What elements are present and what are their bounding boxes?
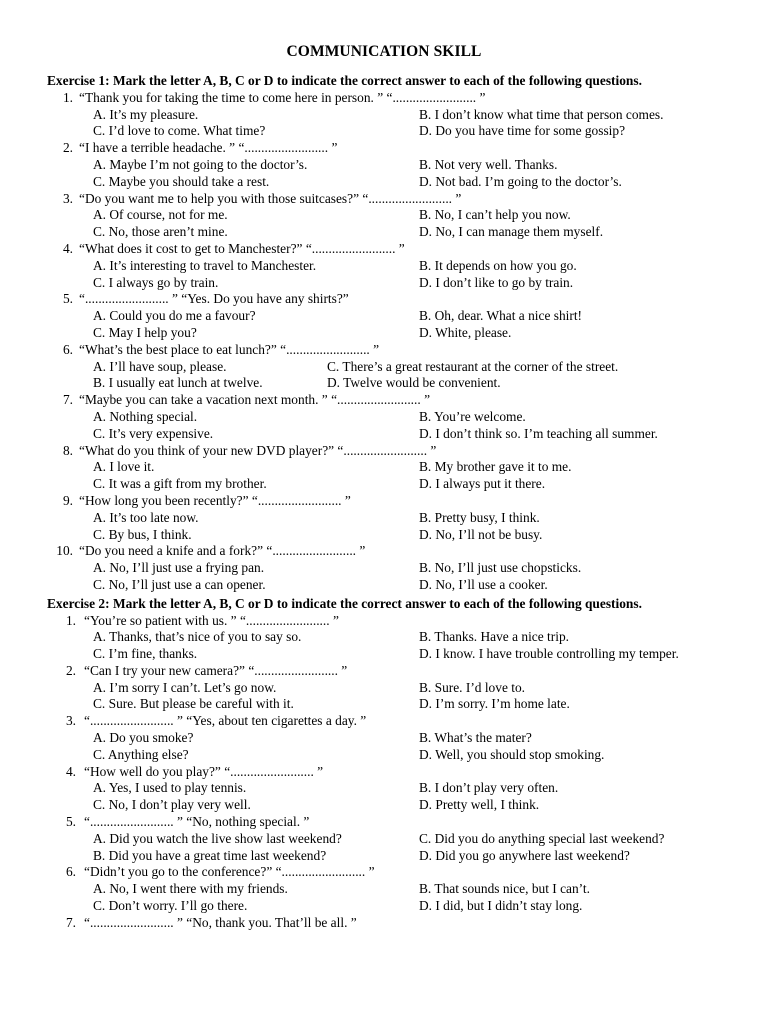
answer-option: D. White, please.: [419, 324, 512, 340]
question-line: [47, 543, 721, 560]
option-row: [47, 797, 721, 814]
question-number: 3.: [62, 190, 73, 206]
answer-option: C. By bus, I think.: [93, 526, 192, 542]
question-text: “......................... ” “No, nothing special. ”: [84, 814, 310, 830]
answer-option: C. No, I’ll just use a can opener.: [93, 576, 266, 592]
question-item: [47, 493, 721, 543]
option-row: [47, 577, 721, 594]
exercise-heading: Exercise 2: Mark the letter A, B, C or D to indicate the correct answer to each of the following questions.: [47, 595, 642, 611]
option-row: [47, 848, 721, 865]
answer-option: C. I always go by train.: [93, 274, 219, 290]
answer-option: A. Could you do me a favour?: [93, 308, 256, 324]
question-line: [47, 493, 721, 510]
option-row: [47, 527, 721, 544]
question-line: [47, 392, 721, 409]
option-row: [47, 275, 721, 292]
option-row: [47, 426, 721, 443]
question-item: [47, 713, 721, 763]
answer-option: A. Do you smoke?: [93, 730, 194, 746]
question-text: “How long you been recently?” “......................... ”: [79, 492, 351, 508]
answer-option: A. It’s too late now.: [93, 509, 199, 525]
option-row: [47, 730, 721, 747]
question-text: “Can I try your new camera?” “......................... ”: [84, 662, 348, 678]
answer-option: B. Did you have a great time last weekend?: [93, 847, 327, 863]
answer-option: D. Do you have time for some gossip?: [419, 123, 626, 139]
question-number: 8.: [62, 442, 73, 458]
question-number: 6.: [62, 341, 73, 357]
answer-option: A. Yes, I used to play tennis.: [93, 780, 247, 796]
question-text: “You’re so patient with us. ” “......................... ”: [84, 612, 339, 628]
option-row: [47, 476, 721, 493]
question-text: “Didn’t you go to the conference?” “......................... ”: [84, 864, 375, 880]
answer-option: B. Sure. I’d love to.: [419, 679, 525, 695]
question-text: “......................... ” “Yes. Do you have any shirts?”: [79, 291, 349, 307]
answer-option: A. It’s my pleasure.: [93, 106, 199, 122]
exercises-container: [47, 73, 721, 932]
answer-option: C. No, those aren’t mine.: [93, 224, 228, 240]
question-item: [47, 90, 721, 140]
answer-option: B. No, I can’t help you now.: [419, 207, 571, 223]
question-item: [47, 392, 721, 442]
question-number: 3.: [65, 713, 76, 729]
question-number: 7.: [65, 914, 76, 930]
question-item: [47, 613, 721, 663]
answer-option: A. Of course, not for me.: [93, 207, 228, 223]
answer-option: D. Pretty well, I think.: [419, 797, 540, 813]
question-number: 7.: [62, 392, 73, 408]
question-number: 10.: [56, 543, 73, 559]
option-row: [47, 107, 721, 124]
option-row: [47, 157, 721, 174]
question-line: [47, 291, 721, 308]
option-row: [47, 308, 721, 325]
option-row: [47, 459, 721, 476]
option-row: [47, 898, 721, 915]
answer-option: D. Not bad. I’m going to the doctor’s.: [419, 173, 622, 189]
question-number: 9.: [62, 492, 73, 508]
question-line: [47, 663, 721, 680]
answer-option: D. I always put it there.: [419, 476, 546, 492]
question-item: [47, 291, 721, 341]
question-number: 4.: [65, 763, 76, 779]
answer-option: C. I’m fine, thanks.: [93, 646, 198, 662]
option-row: [47, 258, 721, 275]
answer-option: B. Oh, dear. What a nice shirt!: [419, 308, 582, 324]
question-text: “Maybe you can take a vacation next month. ” “......................... ”: [79, 392, 431, 408]
question-text: “......................... ” “Yes, about ten cigarettes a day. ”: [84, 713, 367, 729]
answer-option: A. Thanks, that’s nice of you to say so.: [93, 629, 302, 645]
option-row: [47, 747, 721, 764]
answer-option: D. I don’t think so. I’m teaching all summer.: [419, 425, 658, 441]
answer-option: C. It was a gift from my brother.: [93, 476, 267, 492]
question-number: 6.: [65, 864, 76, 880]
answer-option: B. My brother gave it to me.: [419, 459, 572, 475]
exercise-1: [47, 73, 721, 594]
option-row: [47, 510, 721, 527]
answer-option: C. Sure. But please be careful with it.: [93, 696, 294, 712]
answer-option: B. Thanks. Have a nice trip.: [419, 629, 569, 645]
answer-option: A. I love it.: [93, 459, 155, 475]
answer-option: C. May I help you?: [93, 324, 197, 340]
answer-option: D. Did you go anywhere last weekend?: [419, 847, 630, 863]
question-text: “What do you think of your new DVD player?” “......................... ”: [79, 442, 437, 458]
question-text: “How well do you play?” “......................... ”: [84, 763, 324, 779]
question-text: “What’s the best place to eat lunch?” “......................... ”: [79, 341, 380, 357]
answer-option: B. That sounds nice, but I can’t.: [419, 881, 590, 897]
answer-option: B. I usually eat lunch at twelve.: [93, 375, 263, 391]
option-row: [47, 174, 721, 191]
answer-option: D. I’m sorry. I’m home late.: [419, 696, 570, 712]
answer-option: D. I know. I have trouble controlling my temper.: [419, 646, 679, 662]
question-line: [47, 443, 721, 460]
page-title: COMMUNICATION SKILL: [286, 43, 482, 60]
question-line: [47, 814, 721, 831]
question-number: 1.: [65, 612, 76, 628]
answer-option: C. Don’t worry. I’ll go there.: [93, 898, 248, 914]
question-item: [47, 543, 721, 593]
question-item: [47, 764, 721, 814]
answer-option: B. No, I’ll just use chopsticks.: [419, 560, 582, 576]
question-item: [47, 814, 721, 864]
question-text: “Do you want me to help you with those suitcases?” “......................... ”: [79, 190, 462, 206]
exercise-heading: Exercise 1: Mark the letter A, B, C or D to indicate the correct answer to each of the following questions.: [47, 73, 642, 88]
question-line: [47, 90, 721, 107]
answer-option: A. Maybe I’m not going to the doctor’s.: [93, 156, 308, 172]
option-row: [47, 680, 721, 697]
answer-option: D. No, I can manage them myself.: [419, 224, 604, 240]
question-text: “What does it cost to get to Manchester?” “......................... ”: [79, 240, 405, 256]
option-row: [47, 409, 721, 426]
question-number: 4.: [62, 240, 73, 256]
question-text: “Do you need a knife and a fork?” “......................... ”: [79, 543, 366, 559]
option-row: [47, 375, 721, 392]
answer-option: A. Nothing special.: [93, 408, 198, 424]
question-item: [47, 663, 721, 713]
option-row: [47, 629, 721, 646]
answer-option: A. No, I went there with my friends.: [93, 881, 288, 897]
option-row: [47, 881, 721, 898]
document-page: [47, 43, 721, 932]
answer-option: B. I don’t play very often.: [419, 780, 559, 796]
option-row: [47, 560, 721, 577]
answer-option: D. Twelve would be convenient.: [327, 375, 501, 391]
answer-option: D. Well, you should stop smoking.: [419, 746, 605, 762]
option-row: [47, 224, 721, 241]
option-row: [47, 207, 721, 224]
option-row: [47, 780, 721, 797]
question-line: [47, 191, 721, 208]
question-text: “I have a terrible headache. ” “......................... ”: [79, 140, 338, 156]
exercise-2: [47, 596, 721, 932]
question-line: [47, 342, 721, 359]
question-item: [47, 140, 721, 190]
question-number: 5.: [65, 814, 76, 830]
question-text: “......................... ” “No, thank you. That’ll be all. ”: [84, 914, 357, 930]
answer-option: A. I’ll have soup, please.: [93, 358, 227, 374]
question-line: [47, 140, 721, 157]
question-number: 2.: [65, 662, 76, 678]
question-item: [47, 864, 721, 914]
question-number: 5.: [62, 291, 73, 307]
question-item: [47, 342, 721, 392]
answer-option: B. I don’t know what time that person comes.: [419, 106, 664, 122]
answer-option: C. Did you do anything special last weekend?: [419, 830, 665, 846]
answer-option: B. What’s the mater?: [419, 730, 532, 746]
option-row: [47, 359, 721, 376]
answer-option: A. Did you watch the live show last weekend?: [93, 830, 342, 846]
answer-option: C. Anything else?: [93, 746, 189, 762]
answer-option: D. I don’t like to go by train.: [419, 274, 574, 290]
option-row: [47, 325, 721, 342]
answer-option: B. You’re welcome.: [419, 408, 526, 424]
answer-option: C. There’s a great restaurant at the corner of the street.: [327, 358, 619, 374]
question-line: [47, 713, 721, 730]
answer-option: D. I did, but I didn’t stay long.: [419, 898, 583, 914]
question-line: [47, 241, 721, 258]
question-line: [47, 864, 721, 881]
option-row: [47, 831, 721, 848]
answer-option: A. No, I’ll just use a frying pan.: [93, 560, 265, 576]
question-number: 1.: [62, 89, 73, 105]
question-line: [47, 915, 721, 932]
answer-option: C. Maybe you should take a rest.: [93, 173, 270, 189]
answer-option: D. No, I’ll not be busy.: [419, 526, 543, 542]
answer-option: C. No, I don’t play very well.: [93, 797, 251, 813]
answer-option: A. It’s interesting to travel to Manchester.: [93, 257, 317, 273]
question-number: 2.: [62, 140, 73, 156]
question-item: [47, 241, 721, 291]
answer-option: C. It’s very expensive.: [93, 425, 214, 441]
question-item: [47, 915, 721, 932]
answer-option: D. No, I’ll use a cooker.: [419, 576, 548, 592]
answer-option: B. Pretty busy, I think.: [419, 509, 540, 525]
question-line: [47, 764, 721, 781]
question-text: “Thank you for taking the time to come here in person. ” “......................... ”: [79, 89, 486, 105]
option-row: [47, 696, 721, 713]
question-item: [47, 443, 721, 493]
answer-option: B. It depends on how you go.: [419, 257, 577, 273]
question-item: [47, 191, 721, 241]
option-row: [47, 646, 721, 663]
answer-option: B. Not very well. Thanks.: [419, 156, 558, 172]
answer-option: A. I’m sorry I can’t. Let’s go now.: [93, 679, 277, 695]
question-line: [47, 613, 721, 630]
option-row: [47, 123, 721, 140]
answer-option: C. I’d love to come. What time?: [93, 123, 266, 139]
